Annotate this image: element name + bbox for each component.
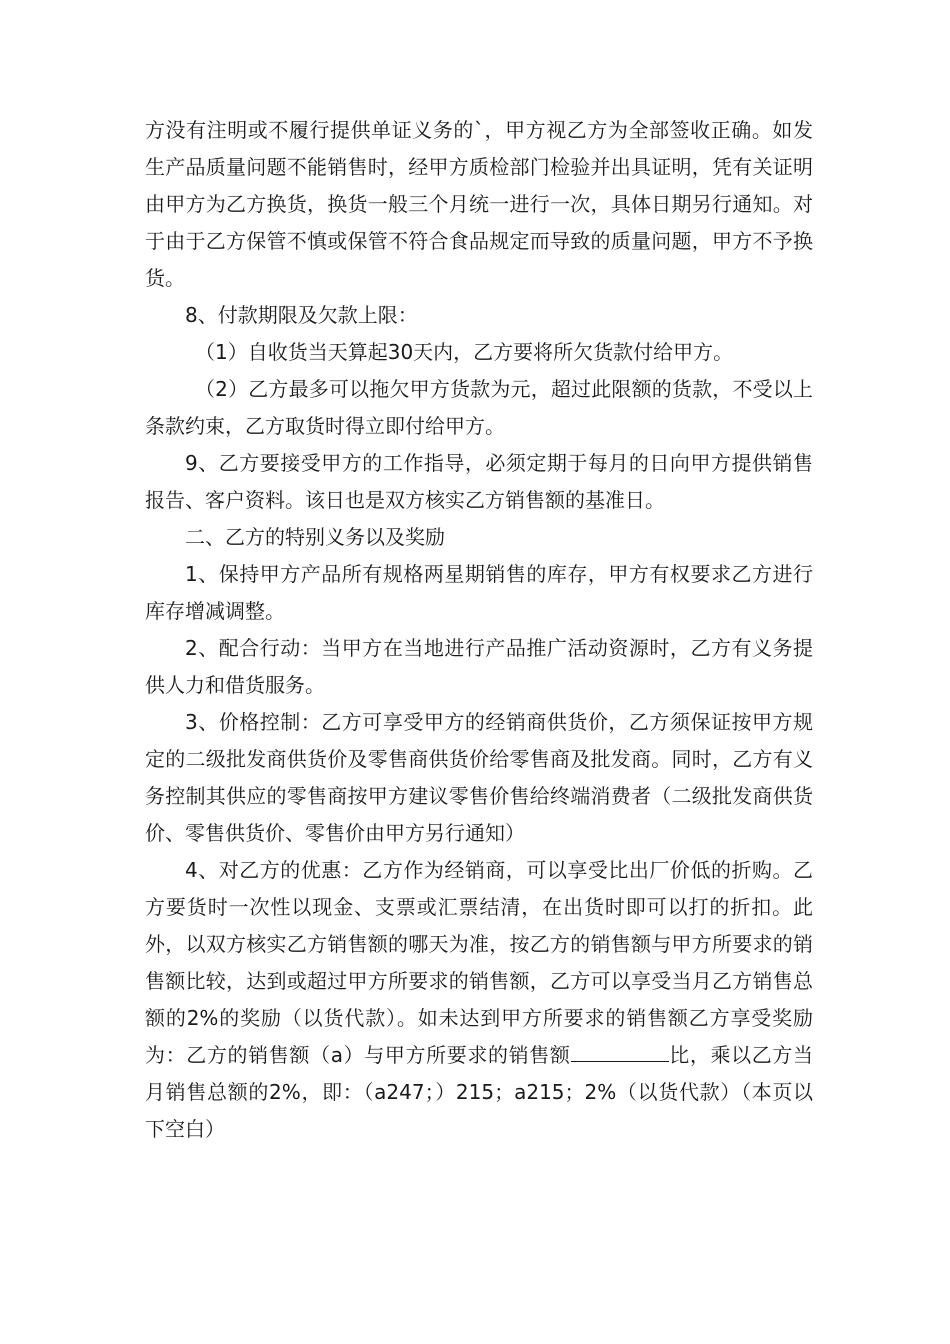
paragraph-obligation-3: 3、价格控制：乙方可享受甲方的经销商供货价，乙方须保证按甲方规定的二级批发商供货价及零售商供货价给零售商及批发商。同时，乙方有义务控制其供应的零售商按甲方建议零售价售给终端消费者（二级批发商供货价、零售供货价、零售价由甲方另行通知）	[145, 710, 813, 845]
paragraph-obligation-1: 1、保持甲方产品所有规格两星期销售的库存，甲方有权要求乙方进行库存增减调整。	[145, 562, 813, 623]
paragraph-obligation-4-text-a: 4、对乙方的优惠：乙方作为经销商，可以享受比出厂价低的折购。乙方要货时一次性以现金、支票或汇票结清，在出货时即可以打的折扣。此外，以双方核实乙方销售额的哪天为准，按乙方的销售额与甲方所要求的销售额比较，达到或超过甲方所要求的销售额，乙方可以享受当月乙方销售总额的2%的奖励（以货代款）。如未达到甲方所要求的销售额乙方享受奖励为：乙方的销售额（a）与甲方所要求的销售额	[145, 858, 813, 1067]
paragraph-obligation-2: 2、配合行动：当甲方在当地进行产品推广活动资源时，乙方有义务提供人力和借货服务。	[145, 636, 813, 697]
document-body	[145, 112, 813, 1148]
paragraph-clause-8: 8、付款期限及欠款上限：	[185, 303, 418, 327]
fill-in-blank	[571, 1039, 669, 1062]
paragraph-receipt-continued: 方没有注明或不履行提供单证义务的`，甲方视乙方为全部签收正确。如发生产品质量问题不能销售时，经甲方质检部门检验并出具证明，凭有关证明由甲方为乙方换货，换货一般三个月统一进行一次，具体日期另行通知。对于由于乙方保管不慎或保管不符合食品规定而导致的质量问题，甲方不予换货。	[145, 118, 813, 290]
paragraph-obligation-4-text-b: 比，乘以乙方当月销售总额的2%，即：（a247；）215；a215；2%（以货代款）（本页以下空白）	[145, 1043, 813, 1141]
paragraph-clause-8-1: （1）自收货当天算起30天内，乙方要将所欠货款付给甲方。	[195, 340, 734, 364]
paragraph-clause-8-2: （2）乙方最多可以拖欠甲方货款为元，超过此限额的货款，不受以上条款约束，乙方取货时得立即付给甲方。	[145, 377, 813, 438]
section-heading-special-obligations: 二、乙方的特别义务以及奖励	[185, 525, 445, 549]
paragraph-obligation-4	[145, 852, 813, 1148]
paragraph-clause-9: 9、乙方要接受甲方的工作指导，必须定期于每月的日向甲方提供销售报告、客户资料。该日也是双方核实乙方销售额的基准日。	[145, 451, 813, 512]
